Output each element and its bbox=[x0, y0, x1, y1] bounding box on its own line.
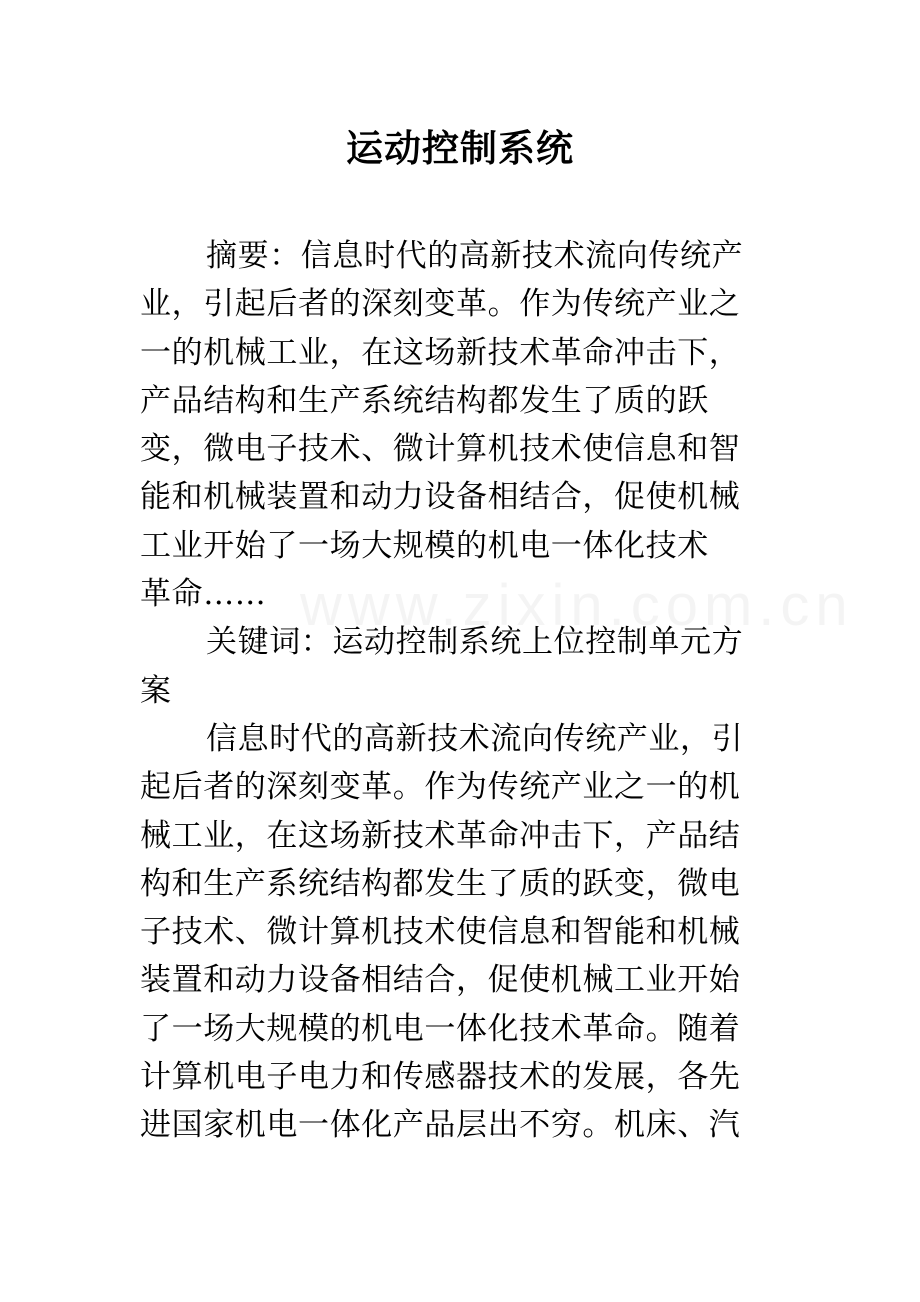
keywords-line: 关键词：运动控制系统上位控制单元方 bbox=[206, 624, 744, 661]
paragraph-line: 信息时代的高新技术流向传统产业，引 bbox=[206, 720, 744, 757]
paragraph-line: 起后者的深刻变革。作为传统产业之一的机 bbox=[140, 769, 741, 806]
paragraph-line: 了一场大规模的机电一体化技术革命。随着 bbox=[140, 1010, 741, 1047]
paragraph-line: 装置和动力设备相结合，促使机械工业开始 bbox=[140, 962, 741, 999]
paragraph-line: 构和生产系统结构都发生了质的跃变，微电 bbox=[140, 865, 741, 902]
document-title: 运动控制系统 bbox=[346, 126, 574, 170]
paragraph-line: 子技术、微计算机技术使信息和智能和机械 bbox=[140, 914, 741, 951]
abstract-line: 一的机械工业，在这场新技术革命冲击下， bbox=[140, 334, 741, 371]
paragraph-line: 进国家机电一体化产品层出不穷。机床、汽 bbox=[140, 1107, 741, 1144]
abstract-line: 工业开始了一场大规模的机电一体化技术 bbox=[140, 527, 709, 564]
abstract-line: 变，微电子技术、微计算机技术使信息和智 bbox=[140, 431, 741, 468]
abstract-line: 产品结构和生产系统结构都发生了质的跃 bbox=[140, 382, 709, 419]
abstract-line: 摘要：信息时代的高新技术流向传统产 bbox=[206, 238, 744, 274]
abstract-line: 业，引起后者的深刻变革。作为传统产业之 bbox=[140, 286, 741, 323]
abstract-line: 革命…… bbox=[140, 576, 267, 613]
abstract-line: 能和机械装置和动力设备相结合，促使机械 bbox=[140, 479, 741, 516]
paragraph-line: 计算机电子电力和传感器技术的发展，各先 bbox=[140, 1059, 741, 1096]
document-body bbox=[140, 232, 785, 1150]
keywords-line: 案 bbox=[140, 672, 172, 709]
paragraph-line: 械工业，在这场新技术革命冲击下，产品结 bbox=[140, 817, 741, 854]
